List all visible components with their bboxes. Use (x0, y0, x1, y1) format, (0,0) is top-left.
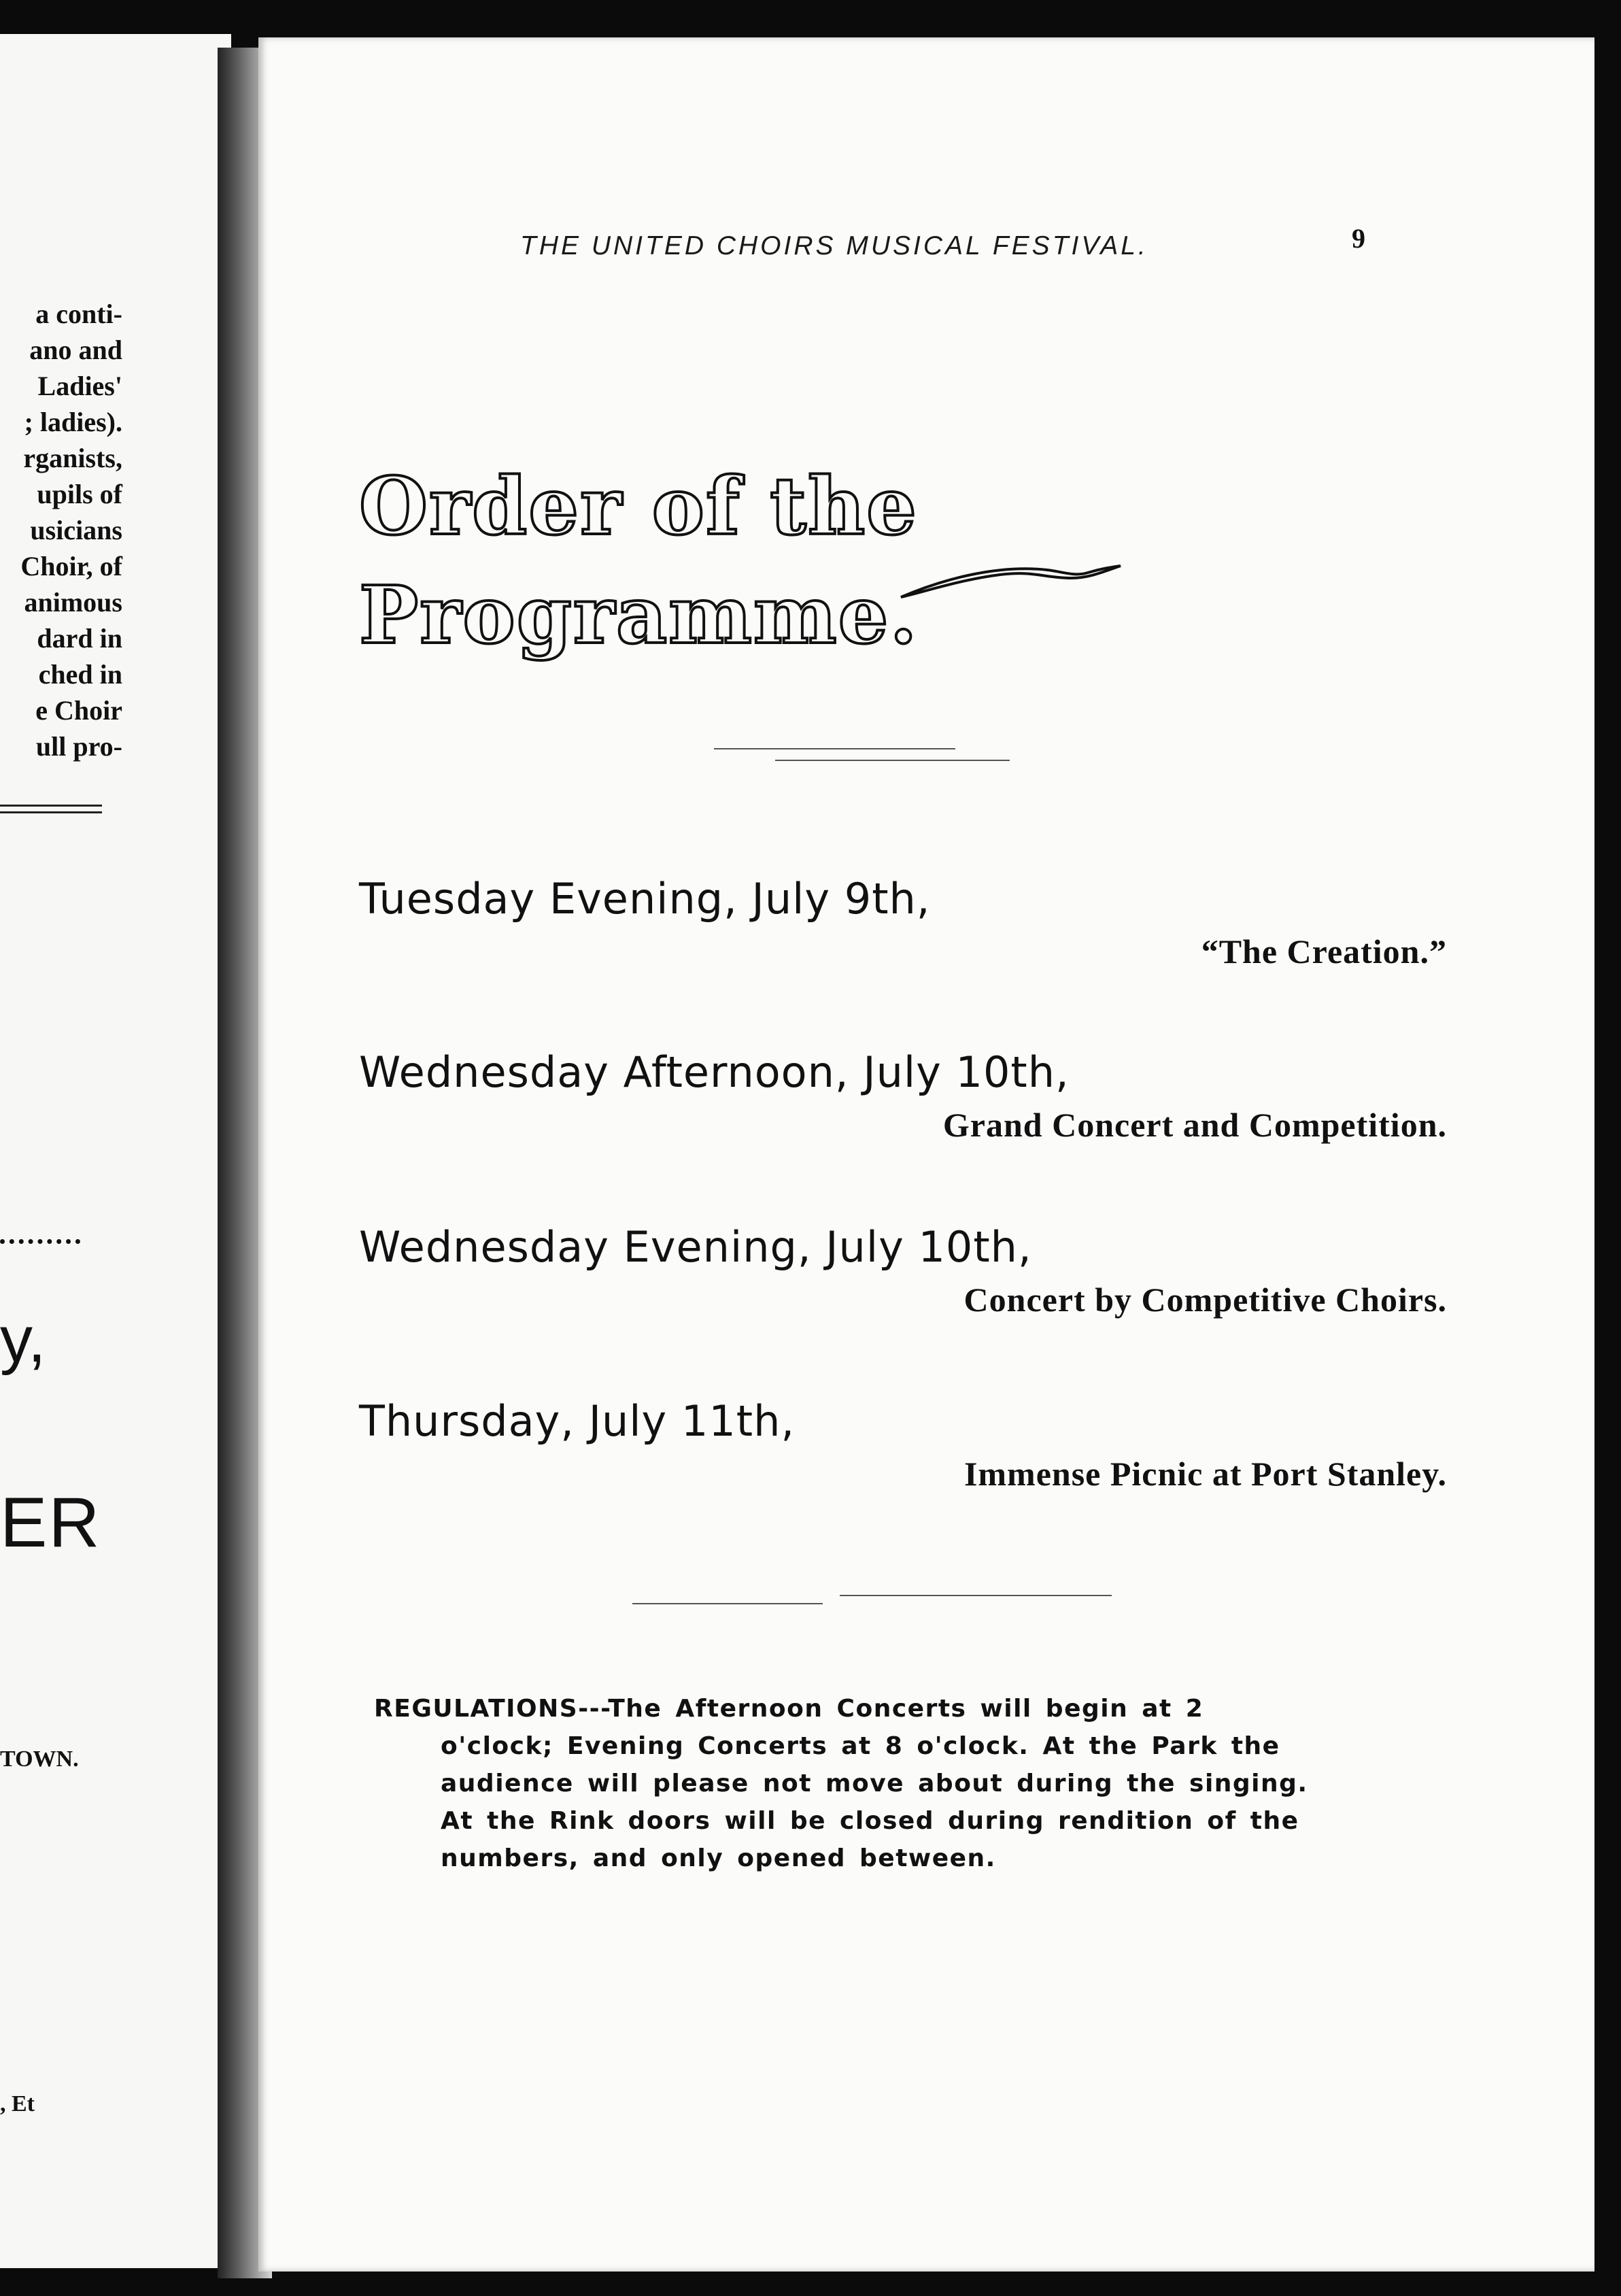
page-title (359, 452, 919, 670)
left-page-text (0, 296, 122, 764)
left-text-line: ; ladies). (24, 407, 122, 437)
left-text-line: rganists, (23, 443, 122, 473)
schedule-item (359, 1222, 1447, 1319)
left-text-line: upils of (37, 479, 122, 509)
regulations-line: REGULATIONS---The Afternoon Concerts will begin at 2 (374, 1695, 1204, 1723)
schedule-event: Concert by Competitive Choirs. (963, 1281, 1447, 1319)
schedule-item (359, 1396, 1447, 1493)
schedule-day: Wednesday Evening, July 10th, (359, 1222, 1032, 1272)
schedule-day: Wednesday Afternoon, July 10th, (359, 1047, 1070, 1097)
running-head: THE UNITED CHOIRS MUSICAL FESTIVAL. (520, 231, 1148, 260)
left-text-line: e Choir (35, 695, 122, 726)
title-line-1: Order of the (359, 460, 918, 553)
schedule-day: Tuesday Evening, July 9th, (359, 874, 931, 924)
left-text-line: usicians (30, 515, 122, 545)
regulations-notice (374, 1690, 1394, 1877)
schedule-day: Thursday, July 11th, (359, 1396, 796, 1446)
left-rule (0, 811, 102, 813)
ornamental-swash (898, 551, 1122, 605)
regulations-line: At the Rink doors will be closed during rendition of the (441, 1807, 1299, 1835)
regulations-line: o'clock; Evening Concerts at 8 o'clock. At the Park the (441, 1732, 1280, 1760)
programme-page (258, 37, 1594, 2272)
regulations-line: audience will please not move about during the singing. (441, 1770, 1308, 1797)
title-line-2: Programme. (359, 569, 919, 662)
schedule-item (359, 874, 1447, 971)
schedule-event: Immense Picnic at Port Stanley. (963, 1455, 1447, 1493)
left-dotted-rule (0, 1239, 80, 1244)
left-fragment-et: , Et (0, 2091, 35, 2116)
left-text-line: Choir, of (20, 551, 122, 581)
left-text-line: ched in (38, 659, 122, 690)
left-text-line: ull pro- (35, 731, 122, 762)
left-text-line: dard in (37, 623, 122, 654)
page-number: 9 (1352, 223, 1365, 254)
schedule-item (359, 1047, 1447, 1145)
schedule-event: Grand Concert and Competition. (942, 1106, 1447, 1144)
left-text-line: a conti- (35, 299, 122, 329)
left-fragment-y: y, (0, 1303, 46, 1376)
left-text-line: animous (24, 587, 122, 618)
schedule-event: “The Creation.” (1201, 932, 1447, 970)
left-facing-page (0, 34, 231, 2268)
left-text-line: ano and (29, 335, 122, 365)
left-fragment-town: TOWN. (0, 1746, 79, 1772)
left-fragment-er: ER (0, 1483, 101, 1562)
left-rule (0, 805, 102, 807)
regulations-line: numbers, and only opened between. (441, 1844, 996, 1872)
left-text-line: Ladies' (37, 371, 122, 401)
